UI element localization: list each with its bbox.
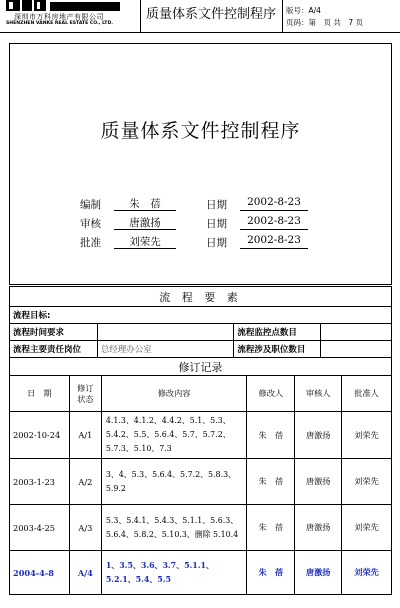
header-rule [0,32,400,33]
flow-time-value [97,324,234,341]
revision-date: 2004-4-8 [10,551,70,595]
col-header-date: 日 期 [10,376,70,412]
revision-status: A/1 [69,412,101,459]
signature-date-label-prepared: 日期 [206,199,227,211]
table-row [10,412,392,459]
table-row-latest [10,551,392,595]
revision-reviewer: 唐激扬 [295,551,342,595]
flow-section-title: 流 程 要 素 [10,287,392,307]
revision-date: 2003-1-23 [10,459,70,505]
revision-reviewer: 唐激扬 [295,412,342,459]
revision-modifier: 朱 蓓 [247,505,295,551]
signature-date-prepared: 2002-8-23 [240,196,308,211]
signature-date-approved: 2002-8-23 [240,234,308,249]
company-logo-block [0,0,140,32]
page-number-label: 页码：第 页 共 7 页 [286,18,364,27]
revision-approver: 刘荣先 [342,551,392,595]
col-header-modifier: 修改人 [247,376,295,412]
flow-elements-table [9,286,392,358]
revision-status: A/2 [69,459,101,505]
revision-date: 2002-10-24 [10,412,70,459]
company-name-en: SHENZHEN VANKE REAL ESTATE CO., LTD. [6,21,114,26]
revision-reviewer: 唐激扬 [295,505,342,551]
version-label: 版号：A/4 [286,6,321,15]
revision-content: 5.3、5.4.1、5.4.3、5.1.1、5.6.3、5.6.4、5.8.2、5.10.3、删除 5.10.4 [101,505,247,551]
revision-title: 修订记录 [10,358,392,376]
revision-modifier: 朱 蓓 [247,412,295,459]
header-divider-left [140,0,141,32]
signature-date-reviewed: 2002-8-23 [240,215,308,230]
revision-approver: 刘荣先 [342,459,392,505]
signature-name-reviewed: 唐激扬 [114,215,176,230]
flow-monitor-label: 流程监控点数目 [234,324,321,341]
flow-monitor-value [321,324,392,341]
header-title: 质量体系文件控制程序 [146,7,277,22]
revision-reviewer: 唐激扬 [295,459,342,505]
revision-date: 2003-4-25 [10,505,70,551]
flow-owner-value: 总经理办公室 [97,341,234,358]
col-header-status-line1: 修订 [77,382,94,393]
signature-date-label-approved: 日期 [206,237,227,249]
signature-role-approved: 批准 [80,237,101,249]
table-row [10,459,392,505]
signature-name-approved: 刘荣先 [114,234,176,249]
revision-status: A/4 [69,551,101,595]
col-header-reviewer: 审核人 [295,376,342,412]
flow-owner-label: 流程主要责任岗位 [10,341,98,358]
flow-positions-label: 流程涉及职位数目 [234,341,321,358]
flow-time-label: 流程时间要求 [10,324,98,341]
page-header [0,0,400,32]
revision-approver: 刘荣先 [342,412,392,459]
flow-positions-value [321,341,392,358]
vanke-logo-icon [6,0,124,11]
cover-box [9,43,392,285]
revision-content: 4.1.3、4.1.2、4.4.2、5.1、5.3、5.4.2、5.5、5.6.4、5.7、5.7.2、5.7.3、5.10、7.3 [101,412,247,459]
flow-goal-label: 流程目标: [10,307,392,324]
company-name-cn: 深圳市万科房地产有限公司 [14,13,104,21]
table-row [10,505,392,551]
signature-date-label-reviewed: 日期 [206,218,227,230]
signature-role-reviewed: 审核 [80,218,101,230]
col-header-status-line2: 状态 [77,393,94,404]
revision-content: 3、4、5.3、5.6.4、5.7.2、5.8.3、5.9.2 [101,459,247,505]
header-divider-right [282,0,283,32]
revision-header-row [10,376,392,412]
header-meta [286,0,363,29]
document-title: 质量体系文件控制程序 [100,120,301,142]
signature-name-prepared: 朱 蓓 [114,196,176,211]
col-header-status [69,376,101,412]
col-header-content: 修改内容 [101,376,247,412]
revision-modifier: 朱 蓓 [247,551,295,595]
signature-role-prepared: 编制 [80,199,101,211]
revision-status: A/3 [69,505,101,551]
revision-content: 1、3.5、3.6、3.7、5.1.1、5.2.1、5.4、5.5 [101,551,247,595]
col-header-approver: 批准人 [342,376,392,412]
revision-history-table [9,357,392,595]
revision-modifier: 朱 蓓 [247,459,295,505]
revision-approver: 刘荣先 [342,505,392,551]
